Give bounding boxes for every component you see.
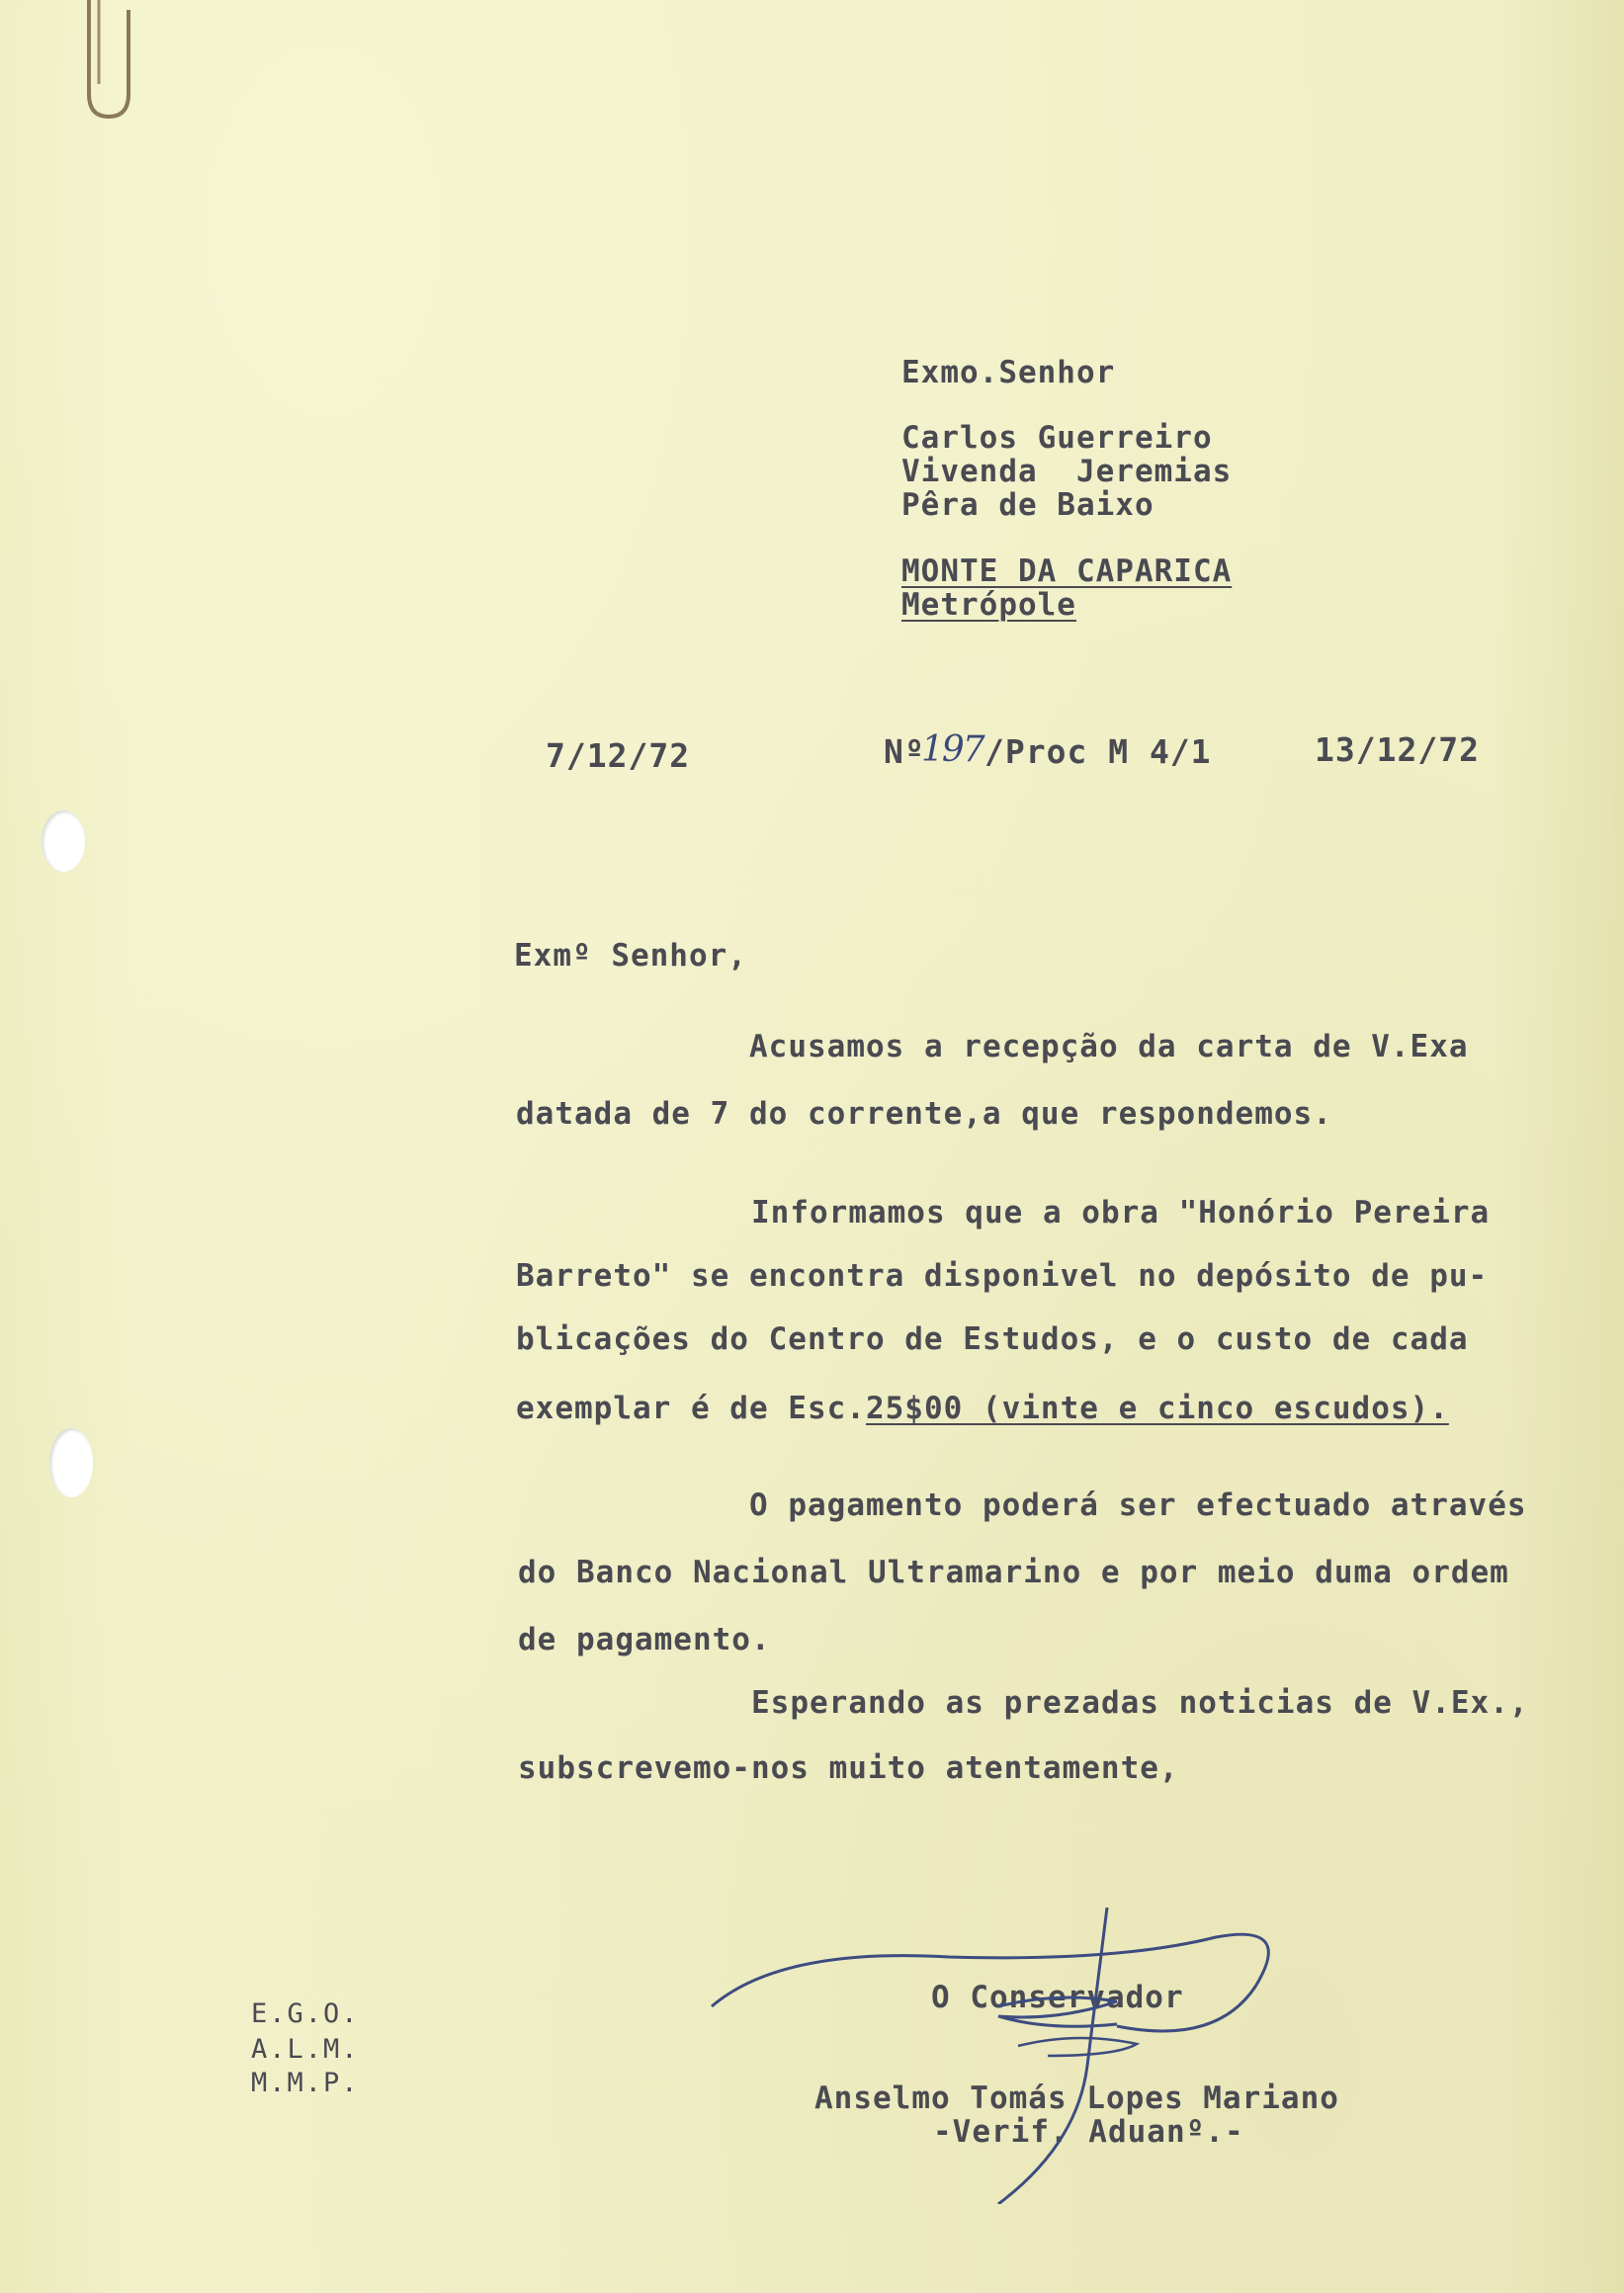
signature-name: Anselmo Tomás Lopes Mariano [814,2081,1339,2116]
reference-our-date: 13/12/72 [1315,730,1480,769]
paragraph4-line2: subscrevemo-nos muito atentamente, [518,1750,1179,1786]
reference-their-date: 7/12/72 [546,736,691,775]
paragraph2-line4-plain: exemplar é de Esc. [516,1391,866,1426]
recipient-address-line1: Vivenda Jeremias [901,454,1233,489]
paragraph3-line2: do Banco Nacional Ultramarino e por meio duma ordem [518,1555,1509,1590]
paragraph3-line1: O pagamento poderá ser efectuado através [749,1487,1527,1523]
recipient-address-line2: Pêra de Baixo [901,487,1154,523]
recipient-name: Carlos Guerreiro [901,420,1213,456]
reference-number-prefix: Nº [884,732,925,771]
initials-line3: M.M.P. [251,2068,360,2098]
paragraph2-line4 [516,1391,1449,1426]
recipient-city: MONTE DA CAPARICA [901,553,1233,589]
paragraph2-line3: blicações do Centro de Estudos, e o custo de cada [516,1321,1469,1357]
paragraph2-line1: Informamos que a obra "Honório Pereira [751,1195,1491,1231]
paragraph4-line1: Esperando as prezadas noticias de V.Ex., [751,1685,1529,1721]
signature-title: O Conservador [931,1980,1184,2015]
handwritten-signature [702,1908,1295,2204]
reference-number-suffix: /Proc M 4/1 [984,732,1212,771]
punch-hole-bottom [49,1428,93,1497]
paragraph3-line3: de pagamento. [518,1622,771,1657]
paper-clip-icon [77,0,156,128]
signature-role: -Verif. Aduanº.- [933,2114,1244,2150]
recipient-salutation: Exmo.Senhor [901,355,1116,390]
initials-line1: E.G.O. [251,1998,360,2029]
recipient-region: Metrópole [901,587,1076,623]
punch-hole-top [42,810,85,872]
reference-number-handwritten: 197 [921,729,983,770]
letter-greeting: Exmº Senhor, [514,938,747,974]
paragraph2-line2: Barreto" se encontra disponivel no depósito de pu- [516,1258,1489,1294]
initials-line2: A.L.M. [251,2034,360,2065]
paragraph1-line2: datada de 7 do corrente,a que respondemos. [516,1096,1332,1132]
paragraph1-line1: Acusamos a recepção da carta de V.Exa [749,1029,1469,1064]
paragraph2-price: 25$00 (vinte e cinco escudos). [865,1391,1449,1426]
